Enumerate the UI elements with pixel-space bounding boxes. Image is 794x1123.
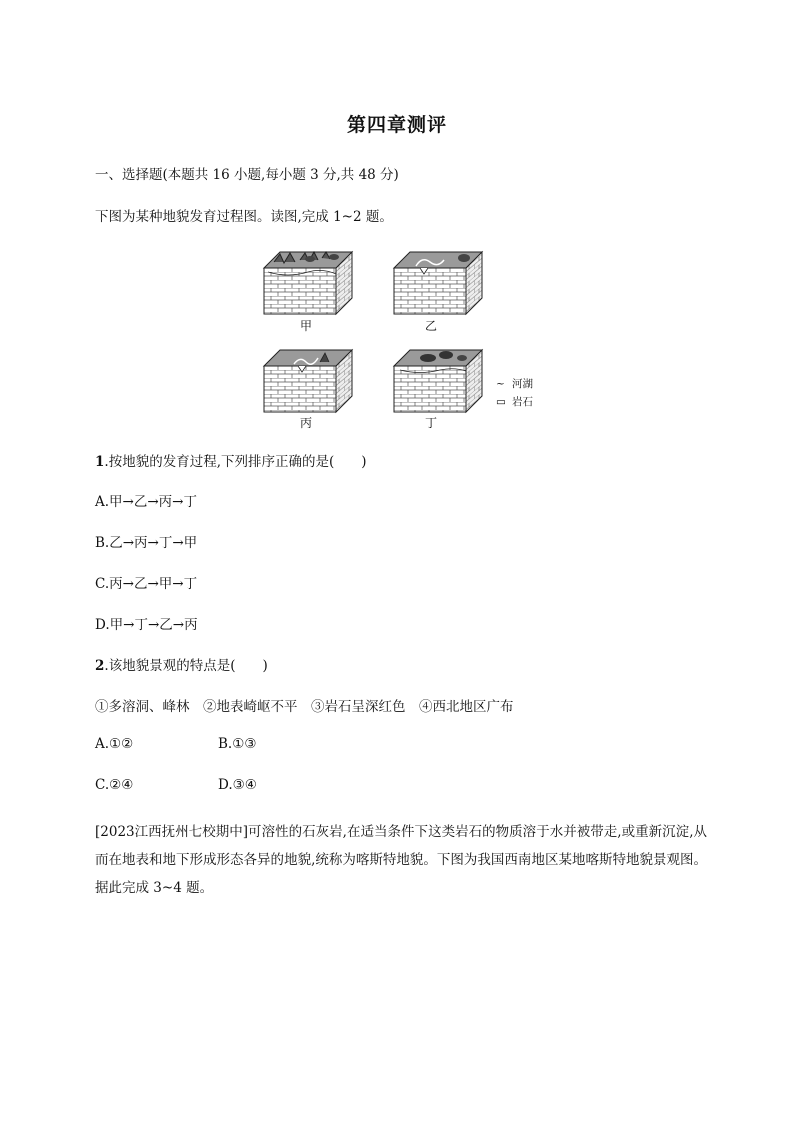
block-jia [264,252,352,314]
question-2-number: 2 [95,658,105,674]
passage-karst: [2023江西抚州七校期中]可溶性的石灰岩,在适当条件下这类岩石的物质溶于水并被带走,或重新沉淀,从而在地表和地下形成形态各异的地貌,统称为喀斯特地貌。下图为我国西南地区某地喀斯特地貌景观图。据此完成 3~4 题。 [95,824,707,896]
q2-option-a[interactable]: A.①② [95,736,134,752]
legend-rock: ▭ 岩石 [496,396,533,408]
q1-option-a[interactable]: A.甲→乙→丙→丁 [95,494,197,510]
rock-icon: ▭ [496,396,506,408]
question-2 [95,654,268,674]
block-ding [394,350,482,412]
block-bing [264,350,352,412]
q1-option-b[interactable]: B.乙→丙→丁→甲 [95,535,198,551]
figure-label-ding: 丁 [424,416,437,430]
question-1 [95,450,367,470]
section-heading: 一、选择题(本题共 16 小题,每小题 3 分,共 48 分) [95,167,399,183]
figure-intro: 下图为某种地貌发育过程图。读图,完成 1~2 题。 [95,209,393,225]
question-2-statements: ①多溶洞、峰林 ②地表崎岖不平 ③岩石呈深红色 ④西北地区广布 [95,699,514,715]
q1-option-d[interactable]: D.甲→丁→乙→丙 [95,617,198,633]
question-1-stem: .按地貌的发育过程,下列排序正确的是( ) [104,454,367,470]
figure-label-jia: 甲 [299,319,312,333]
figure-label-bing: 丙 [299,416,312,430]
question-2-stem: .该地貌景观的特点是( ) [104,658,268,674]
q2-option-b[interactable]: B.①③ [218,736,257,752]
q2-option-c[interactable]: C.②④ [95,777,134,793]
page-title: 第四章测评 [346,114,447,136]
question-1-number: 1 [95,454,105,470]
figure-label-yi: 乙 [424,319,437,333]
block-yi [394,252,482,314]
q1-option-c[interactable]: C.丙→乙→甲→丁 [95,576,198,592]
river-icon: ~ [496,378,505,390]
legend-river: ~ 河湖 [496,378,533,390]
q2-option-d[interactable]: D.③④ [218,777,257,793]
